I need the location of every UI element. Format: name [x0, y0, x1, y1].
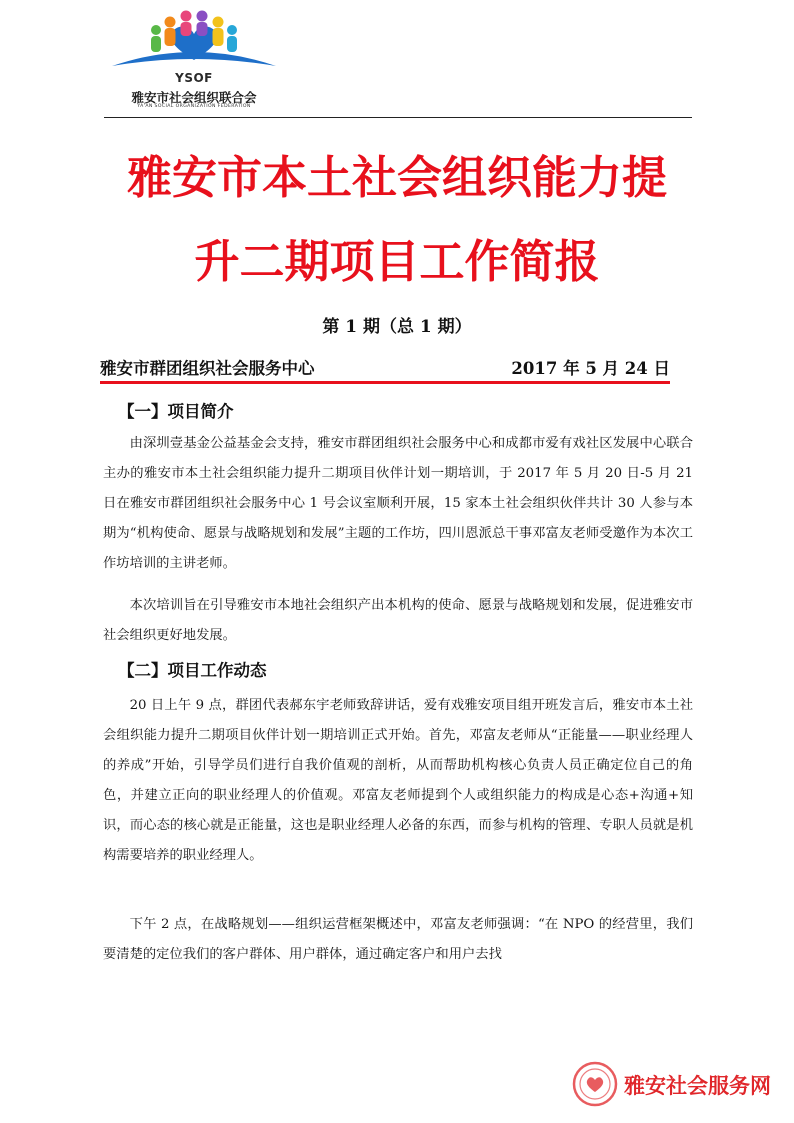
report-title-line-2: 升二期项目工作简报 [194, 235, 600, 288]
issue-number: 第 1 期（总 1 期） [322, 317, 472, 337]
logo-abbreviation: YSOF [175, 71, 213, 85]
header-divider [104, 117, 692, 118]
site-watermark [572, 1058, 792, 1112]
logo-english-name: YA'AN SOCIAL ORGANIZATION FEDERATION [137, 104, 251, 109]
paragraph: 20 日上午 9 点，群团代表郝东宇老师致辞讲话，爱有戏雅安项目组开班发言后，雅安市本土社会组织能力提升二期项目伙伴计划一期培训正式开始。首先，邓富友老师从“正能量——职业经理人的养成”开始，引导学员们进行自我价值观的剖析，从而帮助机构核心负责人员正确定位自己的角色，并建立正向的职业经理人的价值观。邓富友老师提到个人或组织能力的构成是心态+沟通+知识，而心态的核心就是正能量，这也是职业经理人必备的东西，而参与机构的管理、专职人员就是机构需要培养的职业经理人。 [103, 698, 693, 863]
paragraph: 下午 2 点，在战略规划——组织运营框架概述中，邓富友老师强调：“在 NPO 的经营里，我们要清楚的定位我们的客户群体、用户群体，通过确定客户和用户去找 [103, 917, 693, 962]
watermark-text: 雅安社会服务网 [624, 1074, 771, 1098]
publish-date: 2017 年 5 月 24 日 [511, 359, 670, 378]
paragraph: 由深圳壹基金公益基金会支持，雅安市群团组织社会服务中心和成都市爱有戏社区发展中心联合主办的雅安市本土社会组织能力提升二期项目伙伴计划一期培训，于 2017 年 5 月 20 日-5 月 21 日在雅安市群团组织社会服务中心 1 号会议室顺利开展，15 家本土社会组织伙伴共计 30 人参与本期为“机构使命、愿景与战略规划和发展”主题的工作坊，四川恩派总干事邓富友老师受邀作为本次工作坊培训的主讲老师。 [103, 436, 693, 571]
report-title-line-1: 雅安市本土社会组织能力提 [126, 151, 667, 204]
publisher-name: 雅安市群团组织社会服务中心 [100, 359, 315, 378]
paragraph: 本次培训旨在引导雅安市本地社会组织产出本机构的使命、愿景与战略规划和发展，促进雅安市社会组织更好地发展。 [103, 598, 693, 643]
logo-chinese-name: 雅安市社会组织联合会 [131, 90, 257, 105]
section-heading-intro: 【一】项目简介 [118, 402, 234, 421]
seal-icon [572, 1061, 618, 1107]
red-divider [100, 381, 670, 384]
ysof-logo [104, 8, 284, 110]
section-heading-activities: 【二】项目工作动态 [118, 661, 267, 680]
logo-emblem [104, 8, 284, 78]
